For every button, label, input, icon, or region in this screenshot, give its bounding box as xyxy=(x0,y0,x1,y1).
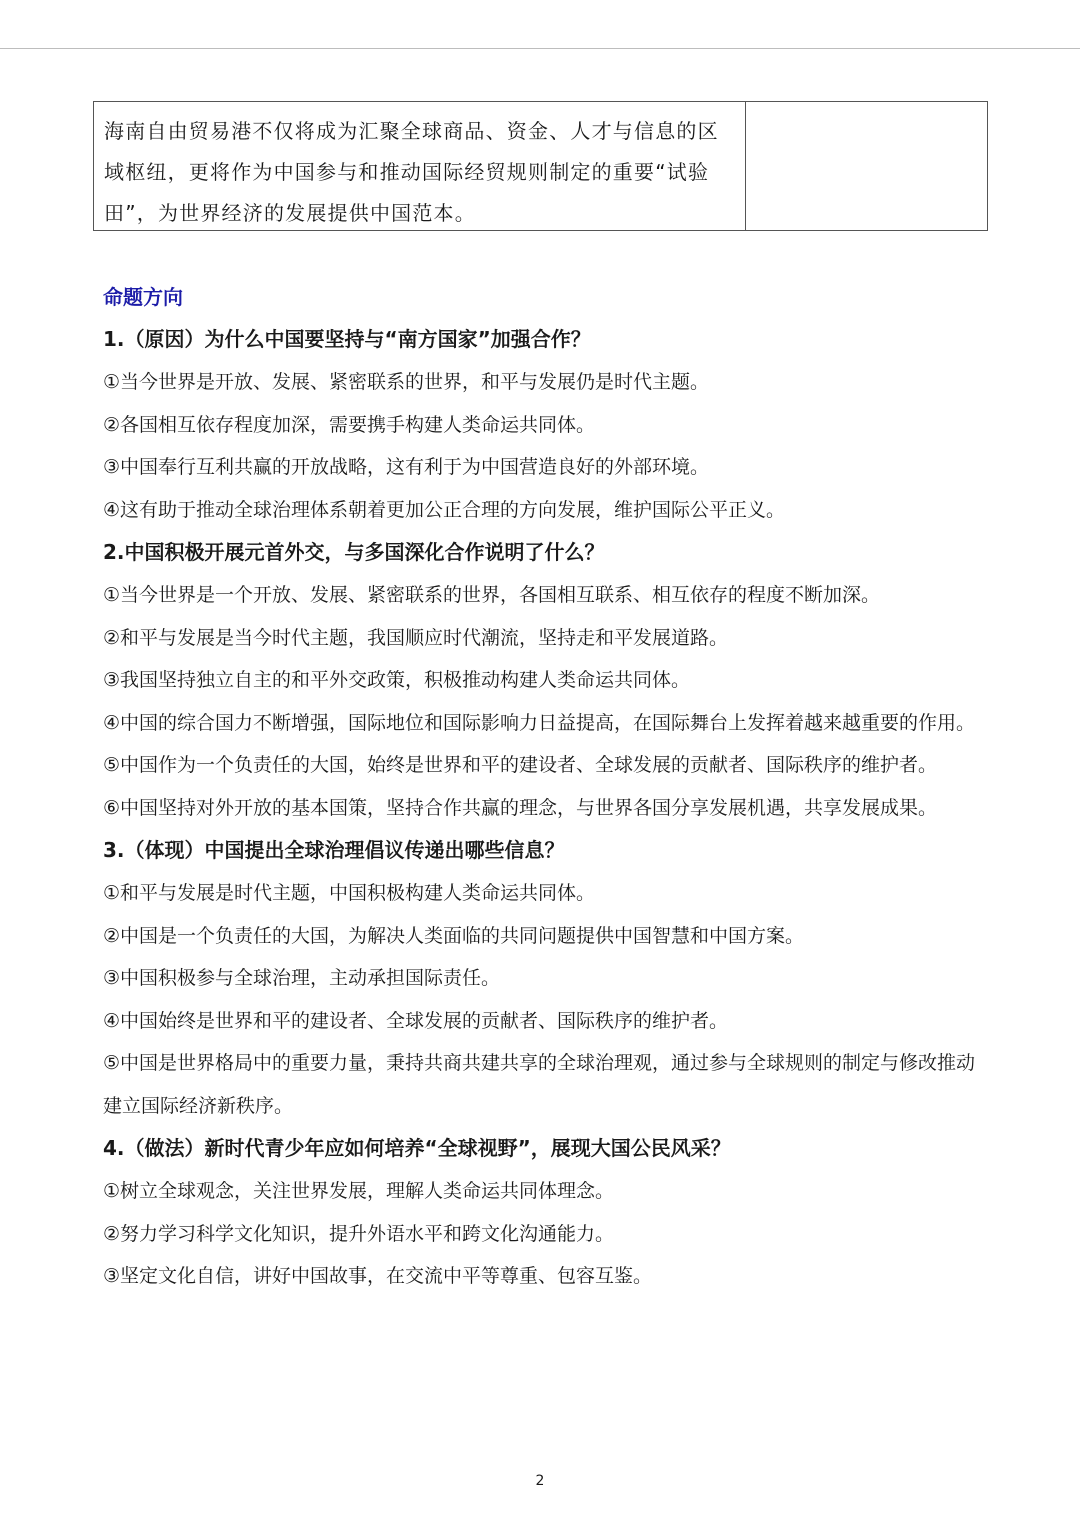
answer-item: ③中国奉行互利共赢的开放战略，这有利于为中国营造良好的外部环境。 xyxy=(103,456,710,478)
answer-item: ③我国坚持独立自主的和平外交政策，积极推动构建人类命运共同体。 xyxy=(103,669,691,691)
question-block xyxy=(103,1127,983,1298)
answer-item: ③坚定文化自信，讲好中国故事，在交流中平等尊重、包容互鉴。 xyxy=(103,1265,653,1287)
answer-item: ④这有助于推动全球治理体系朝着更加公正合理的方向发展，维护国际公平正义。 xyxy=(103,498,786,521)
question-block xyxy=(103,829,983,1127)
question-section xyxy=(103,276,983,1298)
table-cell-text: 海南自由贸易港不仅将成为汇聚全球商品、资金、人才与信息的区域枢纽，更将作为中国参与和推动国际经贸规则制定的重要“试验田”，为世界经济的发展提供中国范本。 xyxy=(94,102,746,230)
answer-item: ①树立全球观念，关注世界发展，理解人类命运共同体理念。 xyxy=(103,1180,615,1202)
answer-item: ⑤中国是世界格局中的重要力量，秉持共商共建共享的全球治理观，通过参与全球规则的制定与修改推动建立国际经济新秩序。 xyxy=(103,1052,976,1117)
question-block xyxy=(103,531,983,829)
answer-item: ①和平与发展是时代主题，中国积极构建人类命运共同体。 xyxy=(103,882,596,904)
answer-item: ②和平与发展是当今时代主题，我国顺应时代潮流，坚持走和平发展道路。 xyxy=(103,626,729,649)
answer-item: ②努力学习科学文化知识，提升外语水平和跨文化沟通能力。 xyxy=(103,1222,615,1245)
question-title: 2.中国积极开展元首外交，与多国深化合作说明了什么？ xyxy=(103,540,605,564)
answer-item: ②各国相互依存程度加深，需要携手构建人类命运共同体。 xyxy=(103,413,596,436)
page-number: 2 xyxy=(535,1473,545,1489)
question-title: 1.（原因）为什么中国要坚持与“南方国家”加强合作？ xyxy=(103,327,591,351)
answer-item: ⑤中国作为一个负责任的大国，始终是世界和平的建设者、全球发展的贡献者、国际秩序的维护者。 xyxy=(103,754,938,776)
answer-item: ①当今世界是一个开放、发展、紧密联系的世界，各国相互联系、相互依存的程度不断加深。 xyxy=(103,584,881,606)
answer-item: ②中国是一个负责任的大国，为解决人类面临的共同问题提供中国智慧和中国方案。 xyxy=(103,924,805,947)
answer-item: ④中国始终是世界和平的建设者、全球发展的贡献者、国际秩序的维护者。 xyxy=(103,1009,729,1032)
question-title: 4.（做法）新时代青少年应如何培养“全球视野”，展现大国公民风采？ xyxy=(103,1136,731,1160)
answer-item: ④中国的综合国力不断增强，国际地位和国际影响力日益提高，在国际舞台上发挥着越来越重要的作用。 xyxy=(103,711,976,734)
answer-item: ③中国积极参与全球治理，主动承担国际责任。 xyxy=(103,967,501,989)
question-block xyxy=(103,318,983,531)
section-heading: 命题方向 xyxy=(103,285,183,309)
page-top-rule xyxy=(0,48,1080,49)
answer-item: ⑥中国坚持对外开放的基本国策，坚持合作共赢的理念，与世界各国分享发展机遇，共享发展成果。 xyxy=(103,796,938,819)
table-cell-empty xyxy=(746,102,987,230)
question-title: 3.（体现）中国提出全球治理倡议传递出哪些信息？ xyxy=(103,838,565,862)
info-table xyxy=(93,101,988,231)
answer-item: ①当今世界是开放、发展、紧密联系的世界，和平与发展仍是时代主题。 xyxy=(103,371,710,393)
